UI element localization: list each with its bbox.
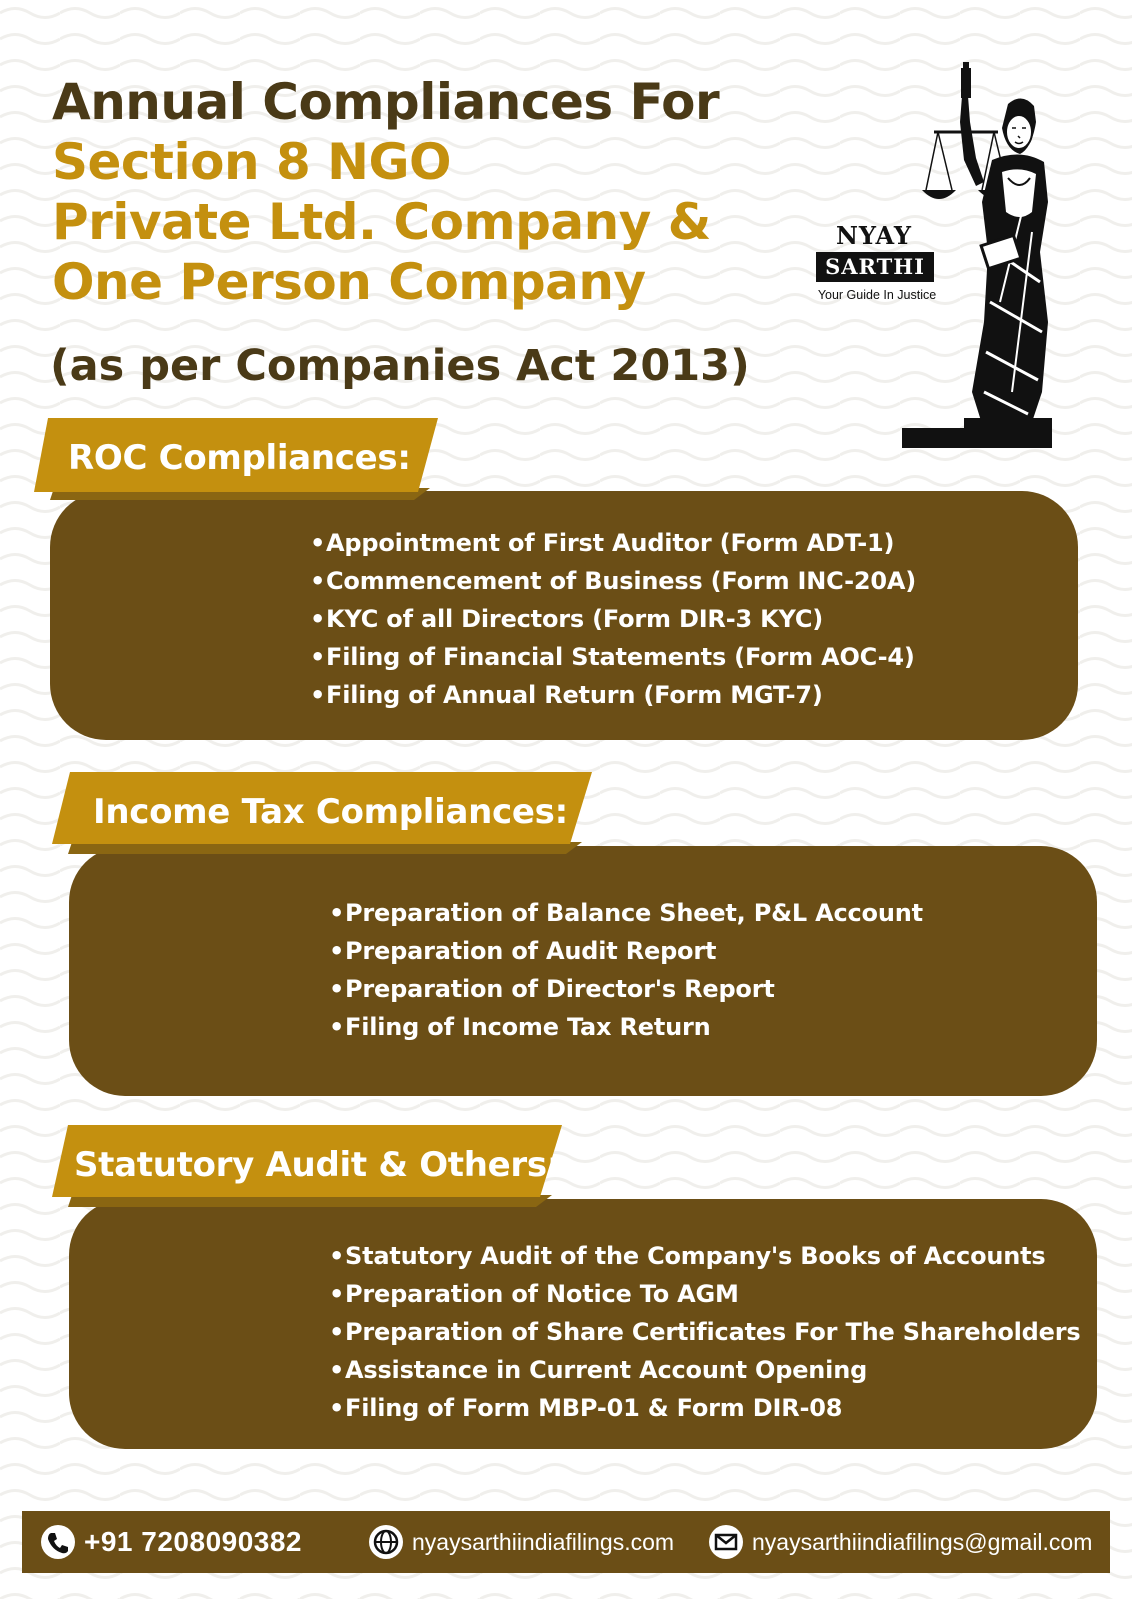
list-item: •Filing of Financial Statements (Form AOC-4) xyxy=(310,643,915,671)
income-tax-compliances-list xyxy=(329,894,923,1046)
envelope-icon xyxy=(708,1524,744,1560)
logo-tagline: Your Guide In Justice xyxy=(817,288,937,302)
footer-phone[interactable] xyxy=(40,1511,302,1573)
roc-compliances-panel xyxy=(50,491,1078,740)
title-line-4: One Person Company xyxy=(52,253,646,311)
list-item: •Preparation of Balance Sheet, P&L Account xyxy=(329,899,923,927)
email-link: nyaysarthiindiafilings@gmail.com xyxy=(752,1528,1093,1555)
statutory-audit-panel xyxy=(69,1199,1097,1449)
statutory-audit-list xyxy=(329,1237,1080,1427)
section-heading-text: Statutory Audit & Others: xyxy=(74,1145,561,1185)
income-tax-compliances-heading xyxy=(52,772,592,854)
list-item: •Filing of Form MBP-01 & Form DIR-08 xyxy=(329,1394,843,1422)
page-title xyxy=(52,72,852,312)
income-tax-compliances-panel xyxy=(69,846,1097,1096)
section-heading-text: Income Tax Compliances: xyxy=(93,792,568,832)
title-line-2: Section 8 NGO xyxy=(52,133,452,191)
logo-name-top: NYAY xyxy=(835,221,913,250)
logo-name-bottom: SARTHI xyxy=(816,252,934,282)
footer-email[interactable] xyxy=(708,1511,1092,1573)
roc-compliances-list xyxy=(310,524,916,714)
list-item: •Preparation of Notice To AGM xyxy=(329,1280,739,1308)
list-item: •Preparation of Audit Report xyxy=(329,937,717,965)
nyay-sarthi-logo xyxy=(812,62,1052,460)
title-line-1: Annual Compliances For xyxy=(52,73,720,131)
phone-icon xyxy=(40,1524,76,1560)
footer-website[interactable] xyxy=(368,1511,674,1573)
globe-icon xyxy=(368,1524,404,1560)
list-item: •Assistance in Current Account Opening xyxy=(329,1356,868,1384)
list-item: •Filing of Income Tax Return xyxy=(329,1013,711,1041)
list-item: •Appointment of First Auditor (Form ADT-1) xyxy=(310,529,895,557)
list-item: •Statutory Audit of the Company's Books of Accounts xyxy=(329,1242,1046,1270)
contact-footer xyxy=(22,1511,1110,1573)
page-subtitle: (as per Companies Act 2013) xyxy=(50,341,750,391)
roc-compliances-heading xyxy=(34,418,438,500)
list-item: •Preparation of Director's Report xyxy=(329,975,775,1003)
section-heading-text: ROC Compliances: xyxy=(68,438,411,478)
list-item: •KYC of all Directors (Form DIR-3 KYC) xyxy=(310,605,824,633)
website-link: nyaysarthiindiafilings.com xyxy=(412,1528,675,1555)
list-item: •Filing of Annual Return (Form MGT-7) xyxy=(310,681,823,709)
phone-number: +91 7208090382 xyxy=(84,1526,302,1557)
title-line-3: Private Ltd. Company & xyxy=(52,193,711,251)
statutory-audit-heading xyxy=(52,1125,562,1207)
list-item: •Preparation of Share Certificates For The Shareholders xyxy=(329,1318,1081,1346)
list-item: •Commencement of Business (Form INC-20A) xyxy=(310,567,917,595)
